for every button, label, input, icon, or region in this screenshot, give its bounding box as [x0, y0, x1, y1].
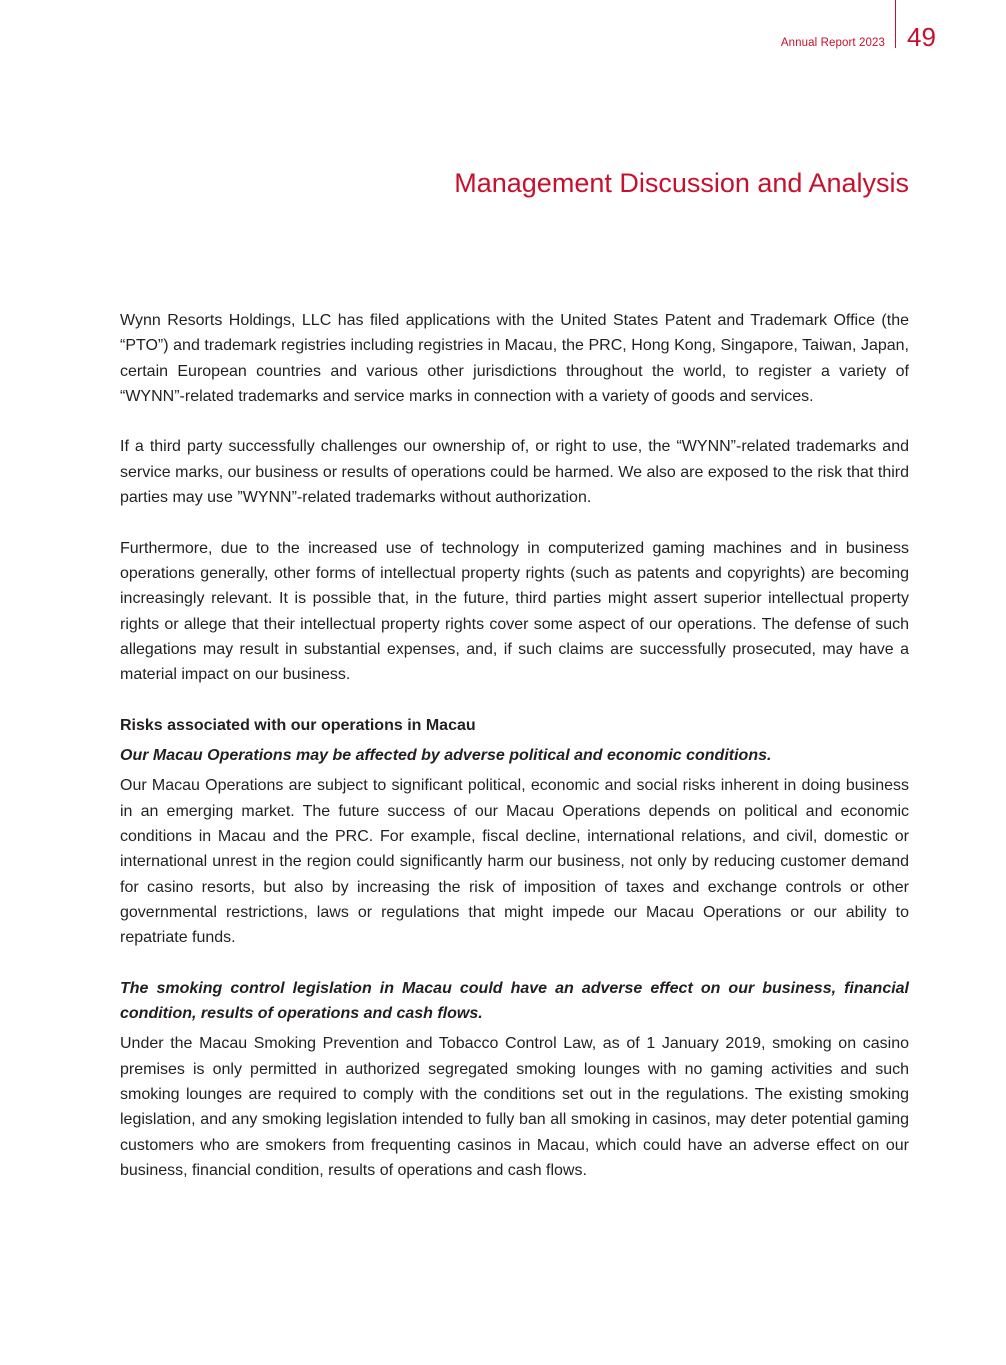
- political-conditions-heading: Our Macau Operations may be affected by adverse political and economic conditions.: [120, 747, 772, 765]
- macau-risks-heading: Risks associated with our operations in Macau: [120, 716, 476, 734]
- paragraph-trademark-challenge: If a third party successfully challenges our ownership of, or right to use, the “WYNN”-related trademarks and service marks, our business or results of operations could be harmed. We also are exposed to the risk that third parties may use ”WYNN”-related trademarks without authorization.: [120, 438, 909, 507]
- report-label: Annual Report 2023: [780, 37, 885, 49]
- page-header: [0, 0, 1006, 60]
- paragraph-smoking-law: Under the Macau Smoking Prevention and Tobacco Control Law, as of 1 January 2019, smoking on casino premises is only permitted in authorized segregated smoking lounges with no gaming activities and such smoking lounges are required to comply with the conditions set out in the regulations. The existing smoking legislation, and any smoking legislation intended to fully ban all smoking in casinos, may deter potential gaming customers who are smokers from frequenting casinos in Macau, which could have an adverse effect on our business, financial condition, results of operations and cash flows.: [120, 1035, 909, 1179]
- section-title: Management Discussion and Analysis: [454, 168, 909, 198]
- smoking-legislation-heading: The smoking control legislation in Macau could have an adverse effect on our business, financial condition, results of operations and cash flows.: [120, 979, 909, 1023]
- paragraph-intellectual-property: Furthermore, due to the increased use of technology in computerized gaming machines and in business operations generally, other forms of intellectual property rights (such as patents and copyrights) are becoming increasingly relevant. It is possible that, in the future, third parties might assert superior intellectual property rights or allege that their intellectual property rights cover some aspect of our operations. The defense of such allegations may result in substantial expenses, and, if such claims are successfully prosecuted, may have a material impact on our business.: [120, 539, 909, 684]
- paragraph-trademark-applications: Wynn Resorts Holdings, LLC has filed applications with the United States Patent and Trademark Office (the “PTO”) and trademark registries including registries in Macau, the PRC, Hong Kong, Singapore, Taiwan, Japan, certain European countries and various other jurisdictions throughout the world, to register a variety of “WYNN”-related trademarks and service marks in connection with a variety of goods and services.: [120, 312, 909, 405]
- page-number: 49: [907, 22, 936, 52]
- header-divider: [895, 0, 896, 48]
- main-content: [120, 308, 909, 1208]
- paragraph-political-risks: Our Macau Operations are subject to significant political, economic and social risks inherent in doing business in an emerging market. The future success of our Macau Operations depends on political and economic conditions in Macau and the PRC. For example, fiscal decline, international relations, and civil, domestic or international unrest in the region could significantly harm our business, not only by reducing customer demand for casino resorts, but also by increasing the risk of imposition of taxes and exchange controls or other governmental restrictions, laws or regulations that might impede our Macau Operations or our ability to repatriate funds.: [120, 777, 909, 947]
